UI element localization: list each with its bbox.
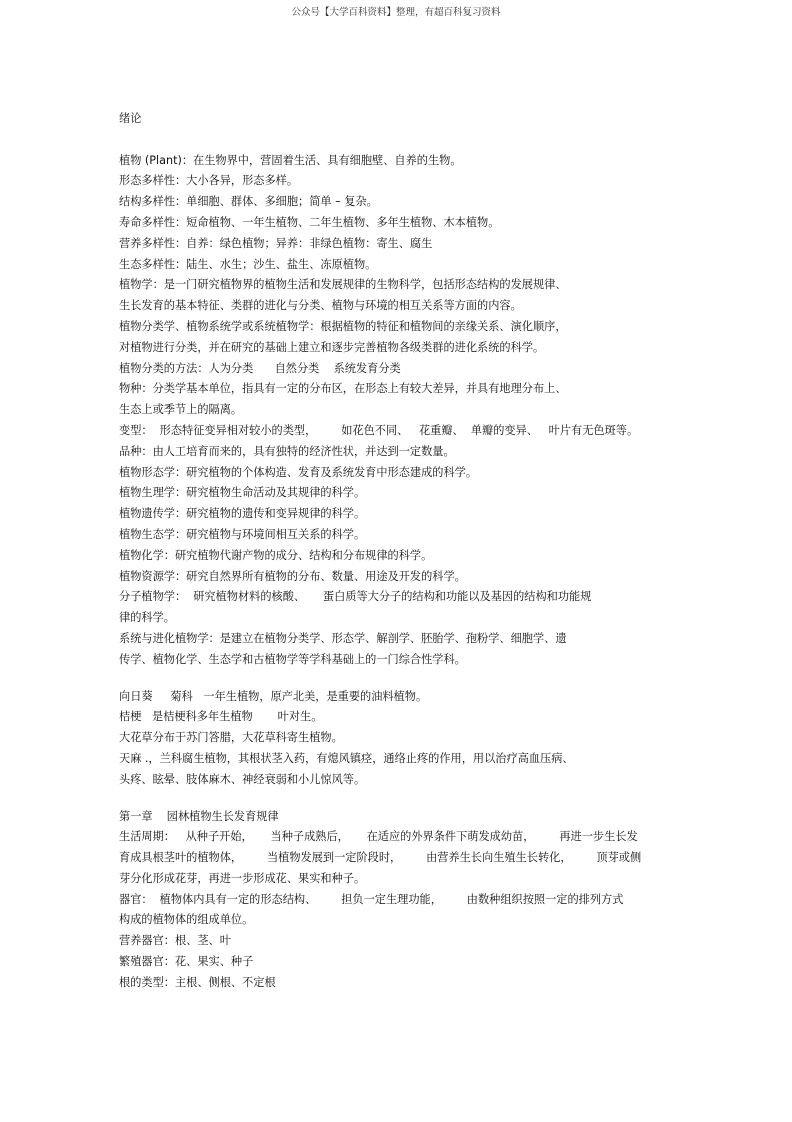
text-line: 构成的植物体的组成单位。 [119,913,254,927]
text-line: 生态多样性：陆生、水生；沙生、盐生、冻原植物。 [119,257,377,271]
text-line: 植物生态学：研究植物与环境间相互关系的科学。 [119,527,366,541]
text-line: 对植物进行分类，并在研究的基础上建立和逐步完善植物各级类群的进化系统的科学。 [119,340,545,354]
text-line: 结构多样性：单细胞、群体、多细胞；简单 – 复杂。 [119,195,378,209]
text-line: 芽分化形成花芽，再进一步形成花、果实和种子。 [119,871,366,885]
text-line: 形态多样性：大小各异，形态多样。 [119,174,299,188]
text-line: 器官： 植物体内具有一定的形态结构、 担负一定生理功能， 由数种组织按照一定的排列方式 [119,892,624,906]
text-line: 传学、植物化学、生态学和古植物学等学科基础上的一门综合性学科。 [119,652,466,666]
text-line: 植物形态学：研究植物的个体构造、发育及系统发育中形态建成的科学。 [119,465,478,479]
text-line: 植物 (Plant)：在生物界中，营固着生活、具有细胞壁、自养的生物。 [119,153,462,167]
text-line: 生态上或季节上的隔离。 [119,403,243,417]
text-line: 天麻 .，兰科腐生植物，其根状茎入药，有熄风镇痉，通络止疼的作用，用以治疗高血压病、 [119,751,574,765]
text-line: 植物分类学、植物系统学或系统植物学：根据植物的特征和植物间的亲缘关系、演化顺序， [119,319,567,333]
intro-section [119,151,679,671]
plants-section [119,687,679,791]
document-body [119,109,679,994]
text-line: 品种：由人工培育而来的，具有独特的经济性状，并达到一定数量。 [119,444,455,458]
text-line: 植物资源学：研究自然界所有植物的分布、数量、用途及开发的科学。 [119,569,466,583]
page-header: 公众号【大学百科资料】整理，有超百科复习资料 [291,7,501,18]
text-line: 寿命多样性：短命植物、一年生植物、二年生植物、多年生植物、木本植物。 [119,215,500,229]
text-line: 律的科学。 [119,611,175,625]
text-line: 生活周期： 从种子开始， 当种子成熟后， 在适应的外界条件下萌发成幼苗， 再进一步生长发 [119,830,638,844]
chapter1-section [119,807,679,994]
text-line: 植物遗传学：研究植物的遗传和变异规律的科学。 [119,507,366,521]
text-line: 大花草分布于苏门答腊，大花草科寄生植物。 [119,731,343,745]
text-line: 头疼、眩晕、肢体麻木、神经衰弱和小儿惊风等。 [119,772,366,786]
text-line: 物种：分类学基本单位，指具有一定的分布区，在形态上有较大差异，并具有地理分布上、 [119,382,567,396]
text-line: 分子植物学： 研究植物材料的核酸、 蛋白质等大分子的结构和功能以及基因的结构和功能规 [119,590,592,604]
text-line: 系统与进化植物学：是建立在植物分类学、形态学、解剖学、胚胎学、孢粉学、细胞学、遗 [119,631,567,645]
text-line: 植物分类的方法：人为分类 自然分类 系统发育分类 [119,361,401,375]
text-line: 营养多样性：自养：绿色植物；异养：非绿色植物：寄生、腐生 [119,236,433,250]
text-line: 生长发育的基本特征、类群的进化与分类、植物与环境的相互关系等方面的内容。 [119,299,522,313]
text-line: 植物化学：研究植物代谢产物的成分、结构和分布规律的科学。 [119,548,433,562]
text-line: 向日葵 菊科 一年生植物，原产北美，是重要的油料植物。 [119,689,428,703]
text-line: 营养器官：根、茎、叶 [119,934,231,948]
text-line: 繁殖器官：花、果实、种子 [119,955,254,969]
text-line: 育成具根茎叶的植物体， 当植物发展到一定阶段时， 由营养生长向生殖生长转化， 顶芽或侧 [119,851,642,865]
text-line: 变型： 形态特征变异相对较小的类型， 如花色不同、 花重瓣、 单瓣的变异、 叶片有无色斑等。 [119,423,639,437]
text-line: 桔梗 是桔梗科多年生植物 叶对生。 [119,710,323,724]
text-line: 植物学：是一门研究植物界的植物生活和发展规律的生物科学，包括形态结构的发展规律、 [119,278,567,292]
text-line: 植物生理学：研究植物生命活动及其规律的科学。 [119,486,366,500]
chapter-title: 第一章 园林植物生长发育规律 [119,809,279,823]
text-line: 根的类型：主根、侧根、不定根 [119,975,276,989]
section-title: 绪论 [119,112,142,125]
